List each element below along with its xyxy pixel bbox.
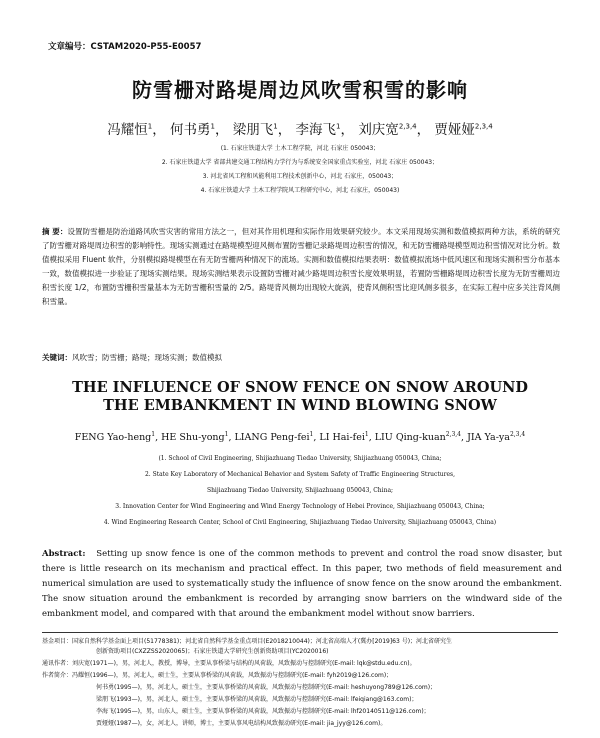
chinese-affiliation-3: 3. 河北省风工程和风能利用工程技术创新中心，河北 石家庄，050043； <box>202 173 398 180</box>
chinese-title: 防雪栅对路堤周边风吹雪积雪的影响 <box>132 78 468 102</box>
author-sup: 2,3,4 <box>509 431 526 438</box>
author-sup: 1 <box>364 431 369 438</box>
author-sup: 2,3,4 <box>445 431 462 438</box>
author-bio-label: 作者简介： <box>42 672 73 679</box>
footnote-author-5: 贾娅娅(1987—)，女，河北人，讲师，博士，主要从事风电结构风致振动研究(E-mail: jia_jyy@126.com)。 <box>96 720 387 727</box>
english-abstract-text: Setting up snow fence is one of the common methods to prevent and control the road snow disaster, but there is little research on its mechanism and practical effect. In this paper, two methods of field measurement and numerical simulation are used to systematically study the influence of snow fence on the snow around the embankment. The snow situation around the embankment is recorded by arranging snow barriers on the windward side of the embankment model, and compared with that around the embankment model without snow barriers. <box>42 549 563 619</box>
english-title <box>0 379 600 415</box>
author-name: LI Hai-fei <box>319 432 365 444</box>
author-name: LIU Qing-kuan <box>374 432 446 444</box>
chinese-abstract-text: 设置防雪栅是防治道路风吹雪灾害的常用方法之一，但对其作用机理和实际作用效果研究较少。本文采用现场实测和数值模拟两种方法，系统的研究了防雪栅对路堤周边积雪的影响特性。现场实测通过在路堤模型迎风侧布置防雪栅记录路堤周边积雪的情况，和无防雪栅路堤模型周边积雪情况对比分析。数值模拟采用 Fluent 软件，分别模拟路堤模型在有无防雪栅两种情况下的流场。实测和数值模拟结果表明：数值模拟流场中低风速区和现场实测积雪分布基本一致，数值模拟进一步验证了现场实测结果。现场实测结果表示设置防雪栅对减少路堤周边积雪长度效果明显，若置防雪栅路堤周边积雪长度为无防雪栅周边积雪长度 1/2，布置防雪栅积雪量基本为无防雪栅积雪量的 2/5。路堤背风侧均出现较大旋涡，使背风侧积雪比迎风侧多很多，在实际工程中应多关注背风侧积雪量。 <box>42 227 560 306</box>
corr-text: 刘庆宽(1971—)，男，河北人，教授，博导，主要从事桥梁与结构的风荷载，风致振动与控制研究(E-mail: lqk@stdu.edu.cn)。 <box>72 660 416 667</box>
author-name: LIANG Peng-fei <box>234 432 310 444</box>
english-affiliation-4: 4. Wind Engineering Research Center, School of Civil Engineering, Shijiazhuang Tiedao University, Shijiazhuang 050043, China) <box>103 519 497 526</box>
english-title-line: THE EMBANKMENT IN WIND BLOWING SNOW <box>103 397 497 414</box>
author-name: JIA Ya-ya <box>467 432 510 444</box>
english-affiliation-2b: Shijiazhuang Tiedao University, Shijiazhuang 050043, China; <box>206 487 394 494</box>
chinese-authors: 冯耀恒$^1$， 何书勇$^1$， 梁朋飞$^1$， 李海飞$^1$， 刘庆宽$^{2,3,4}$， 贾娅娅$^{2,3,4}$ <box>107 122 493 138</box>
author-name: 李海飞 <box>295 122 337 138</box>
english-title-line: THE INFLUENCE OF SNOW FENCE ON SNOW AROUND <box>72 379 528 396</box>
chinese-keywords-label: 关键词： <box>42 353 72 362</box>
author-sup: 1 <box>151 431 156 438</box>
footnote-fund-cont: 创新资助项目(CXZZSS2020065)；石家庄铁道大学研究生创新资助项目(YC2020016) <box>96 648 329 655</box>
chinese-keywords-text: 风吹雪；防雪栅；路堤；现场实测；数值模拟 <box>72 353 222 362</box>
chinese-affiliation-1: (1. 石家庄铁道大学 土木工程学院，河北 石家庄 050043； <box>220 145 380 152</box>
english-affiliation-3: 3. Innovation Center for Wind Engineering and Wind Energy Technology of Hebei Province, Shijiazhuang 050043, China; <box>115 503 485 510</box>
english-authors: FENG Yao-heng$^1$, HE Shu-yong$^1$, LIANG Peng-fei$^1$, LI Hai-fei$^1$, LIU Qing-kuan$^{2,3,4}$, JIA Ya-ya$^{2,3,4}$ <box>74 431 526 444</box>
fund-text: 国家自然科学基金面上项目(51778381)；河北省自然科学基金重点项目(E2018210044)；河北省高端人才(冀办[2019]63 号)；河北省研究生 <box>72 638 453 645</box>
footnote-divider <box>42 632 558 633</box>
author-name: FENG Yao-heng <box>74 432 152 444</box>
author-name: 梁朋飞 <box>232 122 274 138</box>
chinese-affiliation-2: 2. 石家庄铁道大学 省部共建交通工程结构力学行为与系统安全国家重点实验室，河北 石家庄 050043； <box>161 159 439 166</box>
author-sup: 1 <box>336 122 341 131</box>
footnote-corresponding <box>42 659 562 669</box>
chinese-keywords <box>42 352 560 363</box>
english-affiliation-2: 2. State Key Laboratory of Mechanical Behavior and System Safety of Traffic Engineering Structures, <box>144 471 456 478</box>
fund-label: 基金项目： <box>42 638 73 645</box>
footnote-author-2: 何书勇(1995—)，男，河北人，硕士生，主要从事桥梁的风荷载，风致振动与控制研究(E-mail: heshuyong789@126.com)； <box>96 684 437 691</box>
author-name: HE Shu-yong <box>161 432 225 444</box>
footnote-author-3: 梁朋飞(1993—)，男，河北人，硕士生，主要从事桥梁的风荷载，风致振动与控制研究(E-mail: lfeiqiang@163.com)； <box>96 696 418 703</box>
chinese-affiliation-4: 4. 石家庄铁道大学 土木工程学院风工程研究中心，河北 石家庄，050043) <box>200 187 400 194</box>
author-sup: 1 <box>210 122 215 131</box>
author-sup: 1 <box>273 122 278 131</box>
chinese-abstract-label: 摘 要： <box>42 227 68 236</box>
english-abstract <box>42 547 562 622</box>
footnote-author-4: 李海飞(1995—)，男，山东人，硕士生，主要从事桥梁的风荷载，风致振动与控制研究(E-mail: lhf20140511@126.com)； <box>96 708 430 715</box>
english-abstract-label: Abstract: <box>42 549 86 559</box>
author-sup: 1 <box>309 431 314 438</box>
footnote-author-1 <box>42 671 562 681</box>
article-number: 文章编号：CSTAM2020-P55-E0057 <box>48 42 202 52</box>
author-sup: 1 <box>147 122 153 131</box>
author-name: 何书勇 <box>170 122 211 138</box>
author-bio: 冯耀恒(1996—)，男，河北人，硕士生，主要从事桥梁的风荷载，风致振动与控制研究(E-mail: fyh2019@126.com)； <box>72 672 393 679</box>
author-sup: 2,3,4 <box>474 122 493 131</box>
footnote-fund <box>42 637 562 647</box>
english-affiliation-1: (1. School of Civil Engineering, Shijiazhuang Tiedao University, Shijiazhuang 050043, China; <box>158 455 442 462</box>
author-name: 刘庆宽 <box>358 122 399 138</box>
author-sup: 1 <box>224 431 229 438</box>
author-sup: 2,3,4 <box>398 122 417 131</box>
corr-label: 通讯作者： <box>42 660 73 667</box>
author-name: 冯耀恒 <box>107 122 148 138</box>
author-name: 贾娅娅 <box>434 122 475 138</box>
chinese-abstract <box>42 225 560 309</box>
